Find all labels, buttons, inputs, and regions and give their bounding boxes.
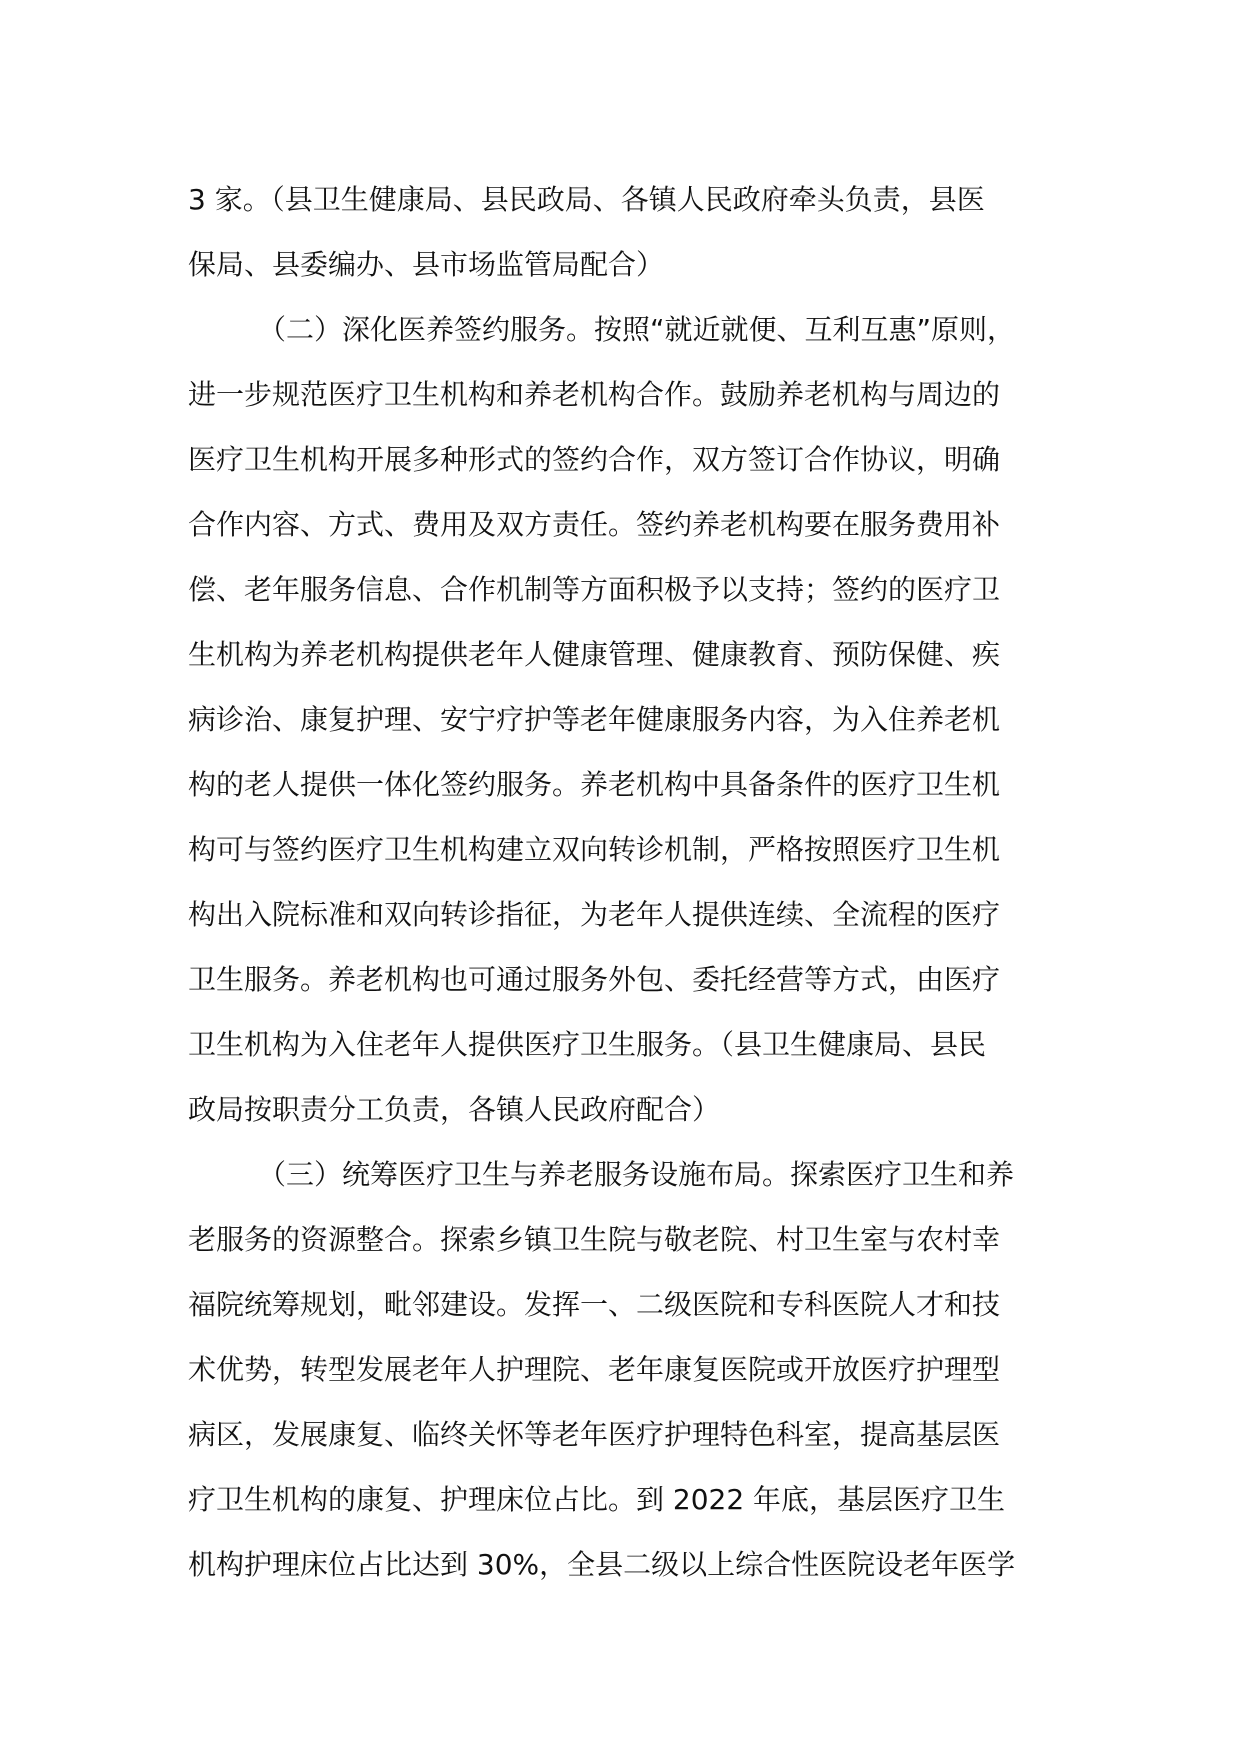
text-line: 构的老人提供一体化签约服务。养老机构中具备条件的医疗卫生机 <box>188 768 1001 801</box>
text-line: 3 家。（县卫生健康局、县民政局、各镇人民政府牵头负责，县医 <box>188 183 985 216</box>
document-body <box>188 167 1068 1597</box>
text-line: 构出入院标准和双向转诊指征，为老年人提供连续、全流程的医疗 <box>188 898 1001 931</box>
text-line: 病诊治、康复护理、安宁疗护等老年健康服务内容，为入住养老机 <box>188 703 1001 736</box>
text-line: 合作内容、方式、费用及双方责任。签约养老机构要在服务费用补 <box>188 508 1001 541</box>
text-line: 疗卫生机构的康复、护理床位占比。到 2022 年底，基层医疗卫生 <box>188 1483 1006 1516</box>
text-line: 病区，发展康复、临终关怀等老年医疗护理特色科室，提高基层医 <box>188 1418 1001 1451</box>
section-heading-line: （三）统筹医疗卫生与养老服务设施布局。探索医疗卫生和养 <box>258 1158 1015 1191</box>
section-heading-line: （二）深化医养签约服务。按照“就近就便、互利互惠”原则， <box>258 313 1016 346</box>
text-line: 卫生服务。养老机构也可通过服务外包、委托经营等方式，由医疗 <box>188 963 1001 996</box>
text-line: 老服务的资源整合。探索乡镇卫生院与敬老院、村卫生室与农村幸 <box>188 1223 1001 1256</box>
text-line: 进一步规范医疗卫生机构和养老机构合作。鼓励养老机构与周边的 <box>188 378 1001 411</box>
text-line: 构可与签约医疗卫生机构建立双向转诊机制，严格按照医疗卫生机 <box>188 833 1001 866</box>
text-line: 生机构为养老机构提供老年人健康管理、健康教育、预防保健、疾 <box>188 638 1001 671</box>
text-line: 卫生机构为入住老年人提供医疗卫生服务。（县卫生健康局、县民 <box>188 1028 987 1061</box>
text-line: 保局、县委编办、县市场监管局配合） <box>188 248 665 281</box>
text-line: 机构护理床位占比达到 30%，全县二级以上综合性医院设老年医学 <box>188 1548 1016 1581</box>
text-line: 术优势，转型发展老年人护理院、老年康复医院或开放医疗护理型 <box>188 1353 1001 1386</box>
text-line: 医疗卫生机构开展多种形式的签约合作，双方签订合作协议，明确 <box>188 443 1001 476</box>
text-line: 偿、老年服务信息、合作机制等方面积极予以支持；签约的医疗卫 <box>188 573 1001 606</box>
text-line: 政局按职责分工负责，各镇人民政府配合） <box>188 1093 721 1126</box>
text-line: 福院统筹规划，毗邻建设。发挥一、二级医院和专科医院人才和技 <box>188 1288 1001 1321</box>
